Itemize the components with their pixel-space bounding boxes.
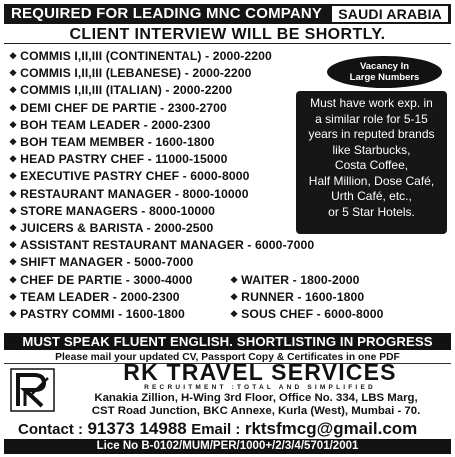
- vacancy-line: Large Numbers: [349, 72, 420, 83]
- company-address: [60, 392, 452, 417]
- job-item: [9, 272, 193, 289]
- licence-bar: Lice No B-0102/MUM/PER/1000+/2/3/4/5701/2001: [4, 439, 451, 454]
- diamond-bullet-icon: ❖: [9, 171, 18, 182]
- requirement-line: Half Million, Dose Café,: [308, 173, 435, 188]
- requirements-box: [296, 91, 447, 234]
- job-item: [9, 117, 210, 134]
- diamond-bullet-icon: ❖: [9, 188, 18, 199]
- job-item: [9, 186, 249, 203]
- job-item: [9, 82, 232, 99]
- english-requirement-bar: MUST SPEAK FLUENT ENGLISH. SHORTLISTING IN PROGRESS: [4, 333, 451, 350]
- diamond-bullet-icon: ❖: [9, 240, 18, 251]
- diamond-bullet-icon: ❖: [230, 291, 239, 302]
- job-title: BOH TEAM LEADER - 2000-2300: [20, 117, 211, 132]
- job-title: RUNNER - 1600-1800: [241, 289, 365, 304]
- diamond-bullet-icon: ❖: [9, 102, 18, 113]
- diamond-bullet-icon: ❖: [9, 257, 18, 268]
- country-badge: SAUDI ARABIA: [332, 6, 448, 22]
- job-item: [9, 48, 272, 65]
- job-title: CHEF DE PARTIE - 3000-4000: [20, 272, 193, 287]
- job-item: [9, 203, 215, 220]
- job-title: ASSISTANT RESTAURANT MANAGER - 6000-7000: [20, 238, 315, 253]
- phone-number[interactable]: 91373 14988: [87, 419, 187, 438]
- job-title: HEAD PASTRY CHEF - 11000-15000: [20, 152, 228, 167]
- diamond-bullet-icon: ❖: [9, 205, 18, 216]
- job-title: WAITER - 1800-2000: [241, 272, 360, 287]
- requirement-line: Must have work exp. in: [310, 96, 433, 110]
- requirement-line: or 5 Star Hotels.: [328, 204, 415, 219]
- application-note: Please mail your updated CV, Passport Copy & Certificates in one PDF: [4, 351, 451, 364]
- diamond-bullet-icon: ❖: [9, 119, 18, 130]
- diamond-bullet-icon: ❖: [9, 291, 18, 302]
- requirement-line: years in reputed brands: [308, 127, 435, 141]
- job-title: RESTAURANT MANAGER - 8000-10000: [20, 186, 249, 201]
- job-item: [9, 289, 180, 306]
- rk-monogram-logo-icon: [10, 368, 55, 412]
- diamond-bullet-icon: ❖: [9, 51, 18, 61]
- job-item: [230, 289, 364, 306]
- job-item: [9, 134, 215, 151]
- job-title: DEMI CHEF DE PARTIE - 2300-2700: [20, 100, 227, 115]
- job-item: [9, 168, 249, 185]
- vacancy-line: Vacancy In: [359, 61, 410, 72]
- requirement-line: like Starbucks,: [332, 142, 411, 157]
- job-item: [9, 306, 185, 323]
- requirement-line: Costa Coffee,: [334, 158, 409, 172]
- diamond-bullet-icon: ❖: [9, 85, 18, 96]
- diamond-bullet-icon: ❖: [9, 154, 18, 165]
- diamond-bullet-icon: ❖: [230, 309, 239, 319]
- job-title: EXECUTIVE PASTRY CHEF - 6000-8000: [20, 169, 250, 184]
- contact-line: [18, 419, 450, 439]
- email-address[interactable]: rktsfmcg@gmail.com: [244, 419, 418, 438]
- diamond-bullet-icon: ❖: [9, 274, 18, 285]
- address-line: CST Road Junction, BKC Annexe, Kurla (West), Mumbai - 70.: [91, 404, 421, 417]
- job-title: COMMIS I,II,III (LEBANESE) - 2000-2200: [20, 66, 252, 81]
- diamond-bullet-icon: ❖: [9, 68, 18, 79]
- diamond-bullet-icon: ❖: [230, 274, 239, 285]
- diamond-bullet-icon: ❖: [9, 137, 18, 147]
- job-title: JUICERS & BARISTA - 2000-2500: [20, 221, 214, 235]
- diamond-bullet-icon: ❖: [9, 309, 18, 319]
- job-item: [9, 254, 193, 271]
- job-item: [9, 65, 252, 82]
- job-title: COMMIS I,II,III (CONTINENTAL) - 2000-2200: [20, 49, 272, 63]
- job-title: TEAM LEADER - 2000-2300: [20, 289, 180, 304]
- vacancy-badge: [327, 56, 442, 88]
- address-line: Kanakia Zillion, H-Wing 3rd Floor, Office No. 334, LBS Marg,: [94, 392, 418, 404]
- header-title: REQUIRED FOR LEADING MNC COMPANY: [11, 5, 323, 22]
- requirement-line: Urth Café, etc.,: [331, 189, 412, 203]
- interview-subtitle: CLIENT INTERVIEW WILL BE SHORTLY.: [4, 26, 451, 44]
- job-item: [9, 220, 213, 237]
- requirement-line: a similar role for 5-15: [315, 111, 428, 126]
- job-item: [9, 151, 228, 168]
- job-item: [9, 100, 227, 117]
- email-label: Email :: [191, 421, 241, 438]
- company-tagline: RECRUITMENT :TOTAL AND SIMPLIFIED: [144, 384, 376, 391]
- job-title: BOH TEAM MEMBER - 1600-1800: [20, 135, 215, 149]
- job-item: [230, 306, 384, 323]
- diamond-bullet-icon: ❖: [9, 223, 18, 233]
- job-item: [230, 272, 359, 289]
- header-banner: [4, 4, 451, 24]
- job-title: STORE MANAGERS - 8000-10000: [20, 203, 216, 218]
- job-title: PASTRY COMMI - 1600-1800: [20, 307, 185, 321]
- company-name: RK TRAVEL SERVICES: [123, 359, 397, 385]
- job-item: [9, 237, 314, 254]
- job-title: COMMIS I,II,III (ITALIAN) - 2000-2200: [20, 83, 233, 98]
- contact-label: Contact :: [18, 421, 83, 438]
- job-title: SOUS CHEF - 6000-8000: [241, 307, 384, 321]
- job-title: SHIFT MANAGER - 5000-7000: [20, 255, 194, 270]
